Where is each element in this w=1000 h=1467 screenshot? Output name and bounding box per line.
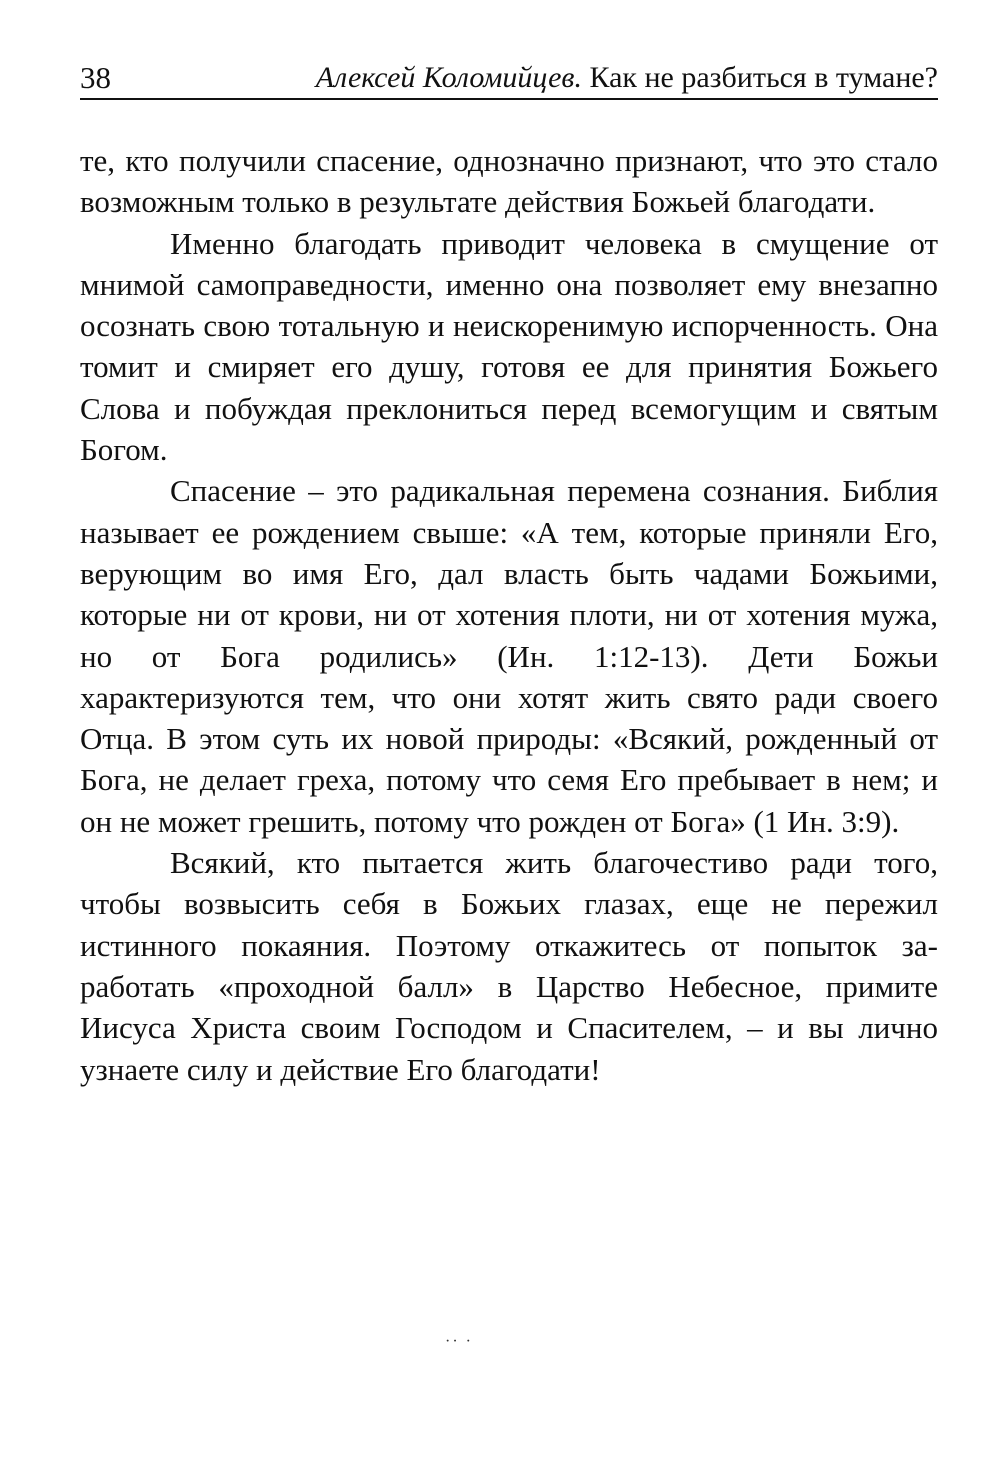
running-head xyxy=(80,58,938,100)
running-title xyxy=(316,58,938,98)
paragraph-repentance: Всякий, кто пытается жить благочестиво ради того, чтобы возвысить себя в Божьих глазах, еще не пережил истинного покаяния. Поэтому откажитесь от попыток заработать «проходной балл» в Царство Небесное, примите Иисуса Христа своим Господом и Спасителем, – и вы лично узнаете силу и действие Его благодати! xyxy=(80,845,938,1087)
running-author: Алексей Коломийцев. xyxy=(315,61,582,94)
body-text xyxy=(80,140,938,1090)
paragraph-continuation: те, кто получили спасение, однозначно признают, что это стало возможным только в результате действия Божьей благодати. xyxy=(80,143,938,220)
paragraph-salvation: Спасение – это радикальная перемена сознания. Библия называет ее рождением свыше: «А тем, которые приняли Его, верующим во имя Его, дал власть быть чадами Божьими, которые ни от крови, ни от хотения плоти, ни от хотения мужа, но от Бога родились» (Ин. 1:12-13). Дети Божьи характеризуются тем, что они хотят жить свято ради своего Отца. В этом суть их новой природы: «Всякий, рожденный от Бога, не делает греха, потому что семя Его пребывает в нем; и он не может грешить, потому что рожден от Бога» (1 Ин. 3:9). xyxy=(80,473,938,839)
book-page xyxy=(80,0,938,1467)
page-number: 38 xyxy=(80,60,111,95)
paragraph-grace: Именно благодать приводит человека в смущение от мнимой самоправедности, именно она позволяет ему внезапно осознать свою тотальную и неискоренимую испорченность. Она томит и смиряет его душу, готовя ее для принятия Божьего Слова и побуждая преклониться перед всемогущим и святым Богом. xyxy=(80,225,938,468)
running-book-title: Как не разбиться в тумане? xyxy=(589,61,938,94)
scan-mark: ·· · xyxy=(445,1333,473,1350)
